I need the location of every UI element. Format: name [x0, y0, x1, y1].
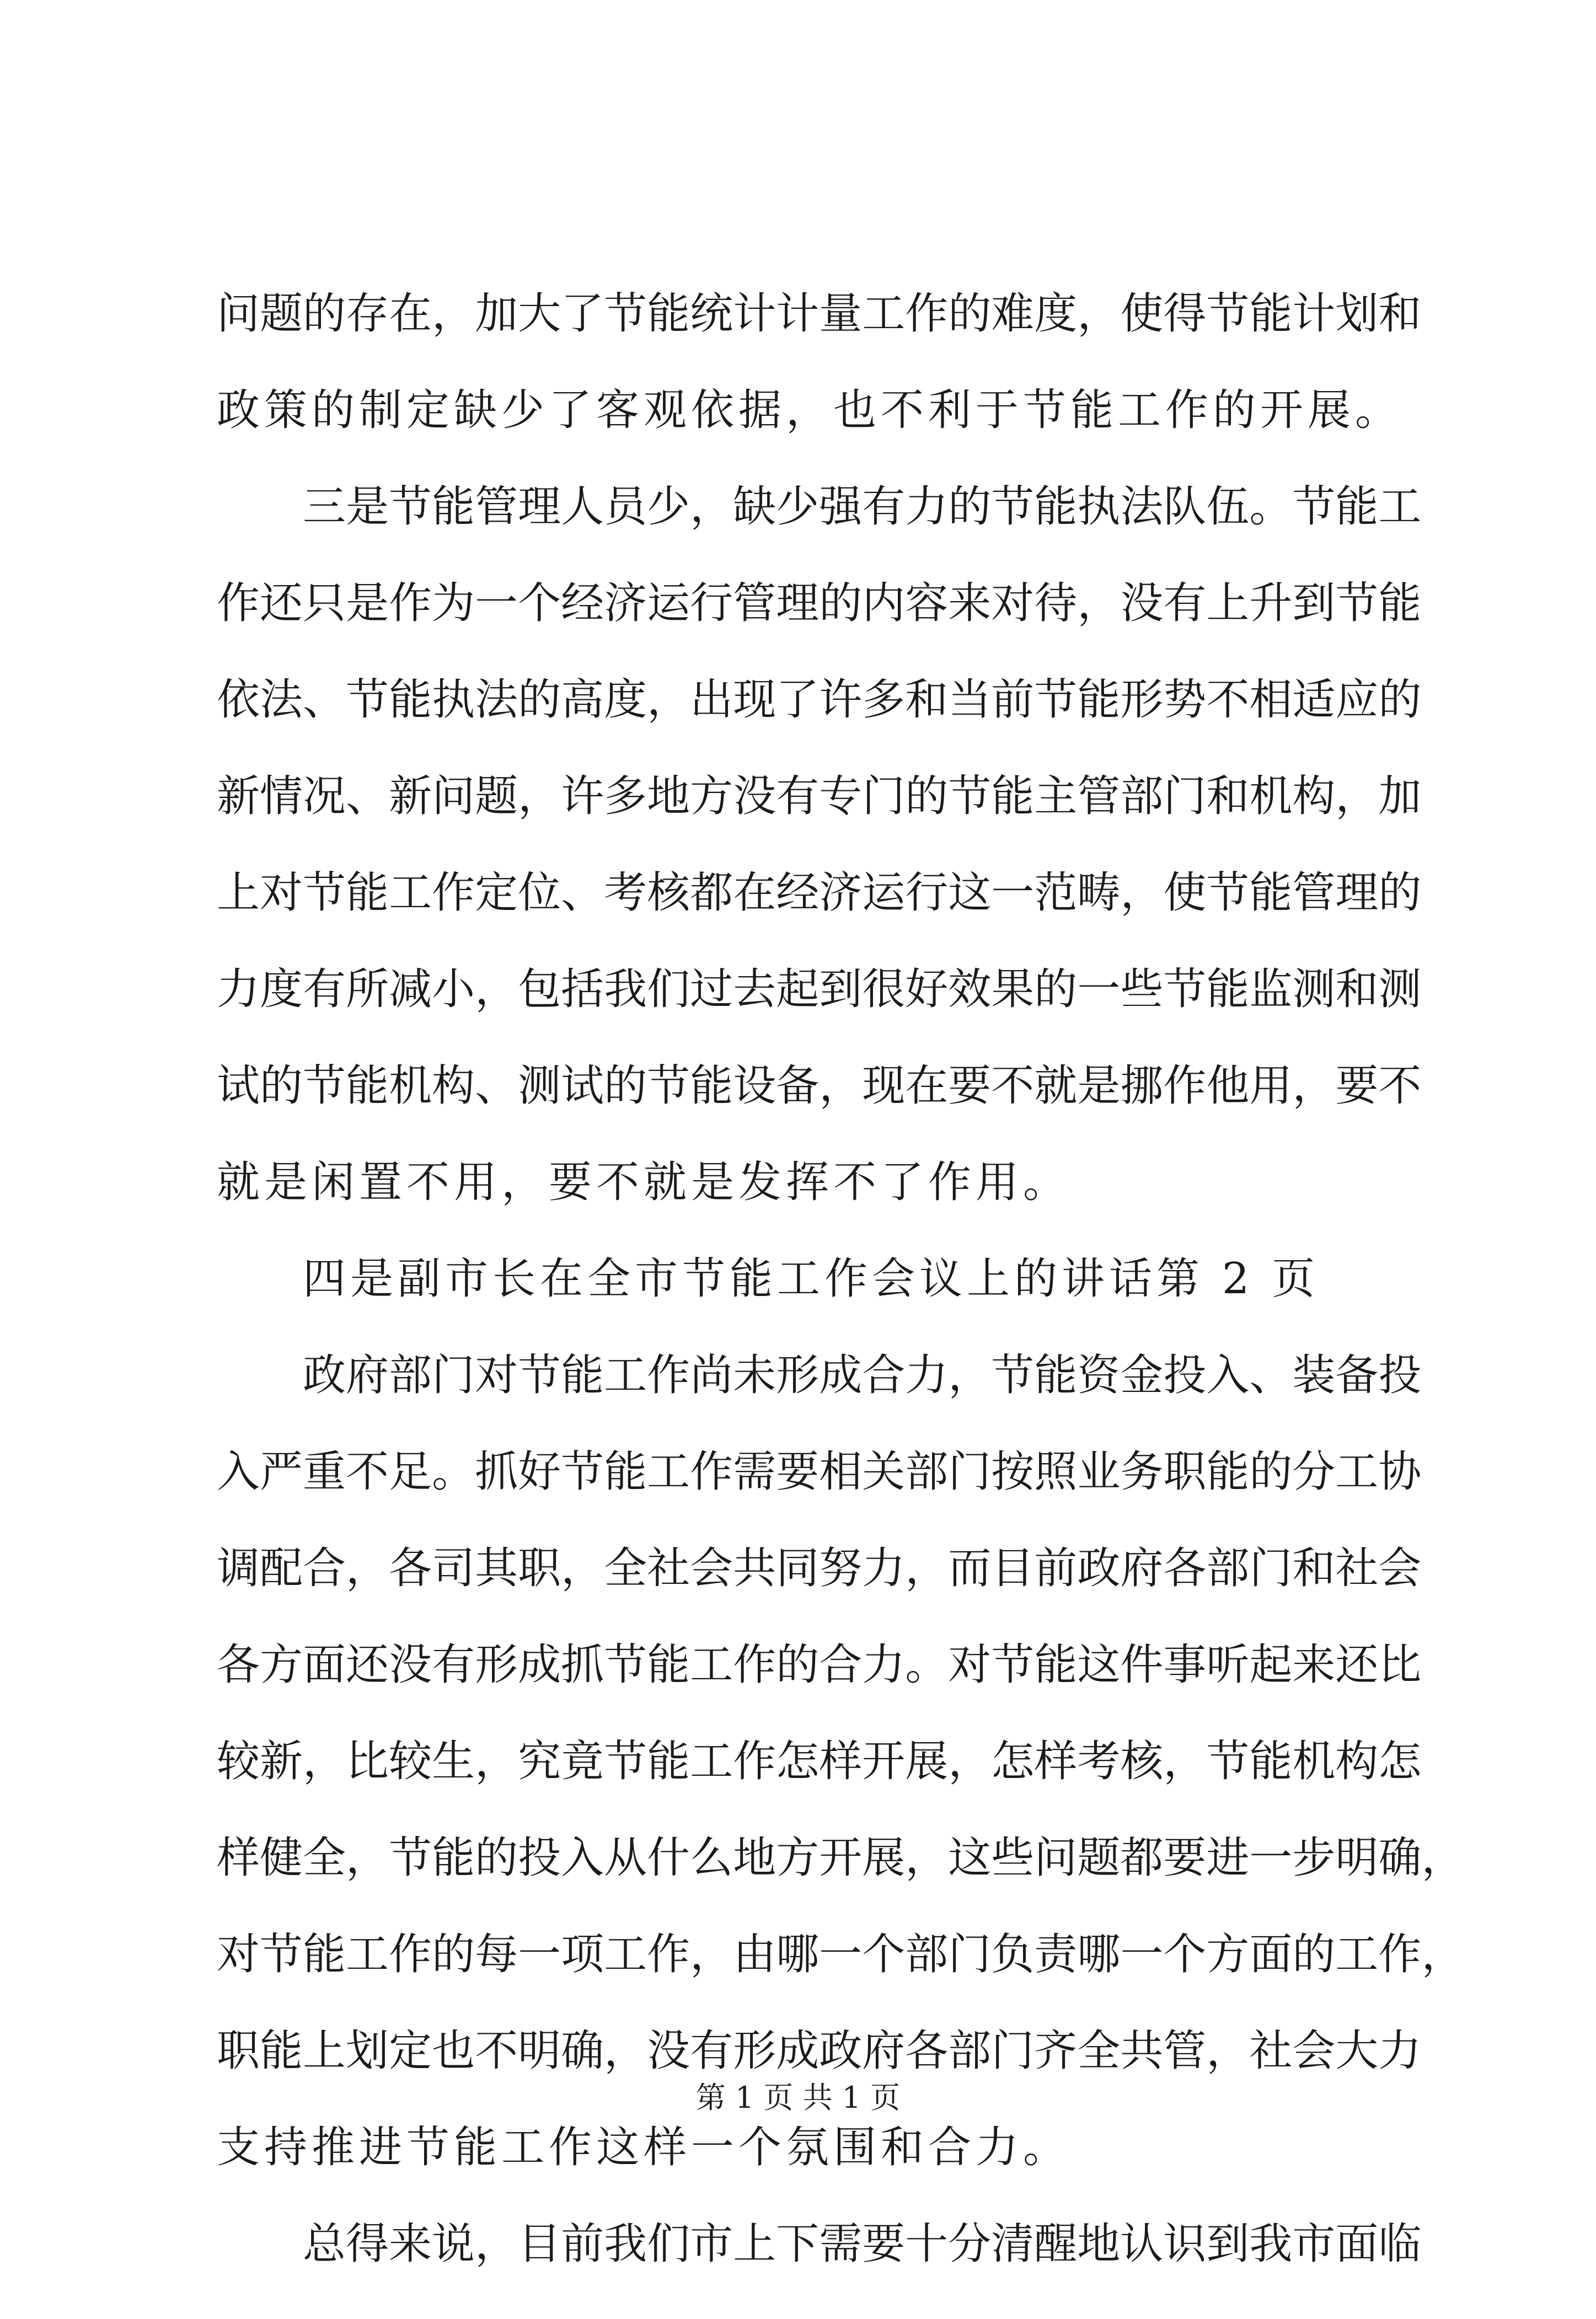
text-line: 力 度 有 所 减 小 ， 包 括 我 们 过 去 起 到 很 好 效 果 的 一 些 节 能 监 测 和 测 — [217, 965, 1422, 1014]
text-line: 政策的制定缺少了客观依据，也不利于节能工作的开展。 — [217, 385, 1403, 435]
text-line: 职 能 上 划 定 也 不 明 确 ， 没 有 形 成 政 府 各 部 门 齐 全 共 管 ， 社 会 大 力 — [217, 2026, 1422, 2076]
text-line: 样 健 全 ， 节 能 的 投 入 从 什 么 地 方 开 展 ， 这 些 问 题 都 要 进 一 步 明 确 ， — [217, 1833, 1465, 1883]
text-line: 上 对 节 能 工 作 定 位 、 考 核 都 在 经 济 运 行 这 一 范 畴 ， 使 节 能 管 理 的 — [217, 868, 1422, 918]
text-line: 各 方 面 还 没 有 形 成 抓 节 能 工 作 的 合 力 。 对 节 能 这 件 事 听 起 来 还 比 — [217, 1640, 1422, 1690]
text-line: 支持推进节能工作这样一个氛围和合力。 — [217, 2123, 1071, 2172]
text-line: 入 严 重 不 足 。 抓 好 节 能 工 作 需 要 相 关 部 门 按 照 业 务 职 能 的 分 工 协 — [217, 1447, 1422, 1497]
text-line: 调 配 合 ， 各 司 其 职 ， 全 社 会 共 同 努 力 ， 而 目 前 政 府 各 部 门 和 社 会 — [217, 1544, 1422, 1593]
text-line: 较 新 ， 比 较 生 ， 究 竟 节 能 工 作 怎 样 开 展 ， 怎 样 考 核 ， 节 能 机 构 怎 — [217, 1737, 1422, 1786]
body-text — [217, 289, 1465, 2319]
text-line: 对 节 能 工 作 的 每 一 项 工 作 ， 由 哪 一 个 部 门 负 责 哪 一 个 方 面 的 工 作 ， — [217, 1930, 1465, 1979]
text-line: 新 情 况 、 新 问 题 ， 许 多 地 方 没 有 专 门 的 节 能 主 管 部 门 和 机 构 ， 加 — [217, 772, 1422, 821]
page-footer: 第 1 页 共 1 页 — [695, 2080, 901, 2115]
text-line: 总 得 来 说 ， 目 前 我 们 市 上 下 需 要 十 分 清 醒 地 认 识 到 我 市 面 临 — [303, 2219, 1422, 2269]
text-line: 就是闲置不用，要不就是发挥不了作用。 — [217, 1158, 1071, 1207]
text-line: 四是副市长在全市节能工作会议上的讲话第 2 页 — [303, 1254, 1320, 1304]
text-line: 政 府 部 门 对 节 能 工 作 尚 未 形 成 合 力 ， 节 能 资 金 投 入 、 装 备 投 — [303, 1351, 1422, 1400]
text-line: 依 法 、 节 能 执 法 的 高 度 ， 出 现 了 许 多 和 当 前 节 能 形 势 不 相 适 应 的 — [217, 675, 1422, 725]
text-line: 作 还 只 是 作 为 一 个 经 济 运 行 管 理 的 内 容 来 对 待 ， 没 有 上 升 到 节 能 — [217, 579, 1422, 628]
text-line: 三 是 节 能 管 理 人 员 少 ， 缺 少 强 有 力 的 节 能 执 法 队 伍 。 节 能 工 — [303, 482, 1422, 532]
text-line: 试 的 节 能 机 构 、 测 试 的 节 能 设 备 ， 现 在 要 不 就 是 挪 作 他 用 ， 要 不 — [217, 1061, 1422, 1111]
text-line: 问 题 的 存 在 ， 加 大 了 节 能 统 计 计 量 工 作 的 难 度 ， 使 得 节 能 计 划 和 — [217, 289, 1422, 339]
